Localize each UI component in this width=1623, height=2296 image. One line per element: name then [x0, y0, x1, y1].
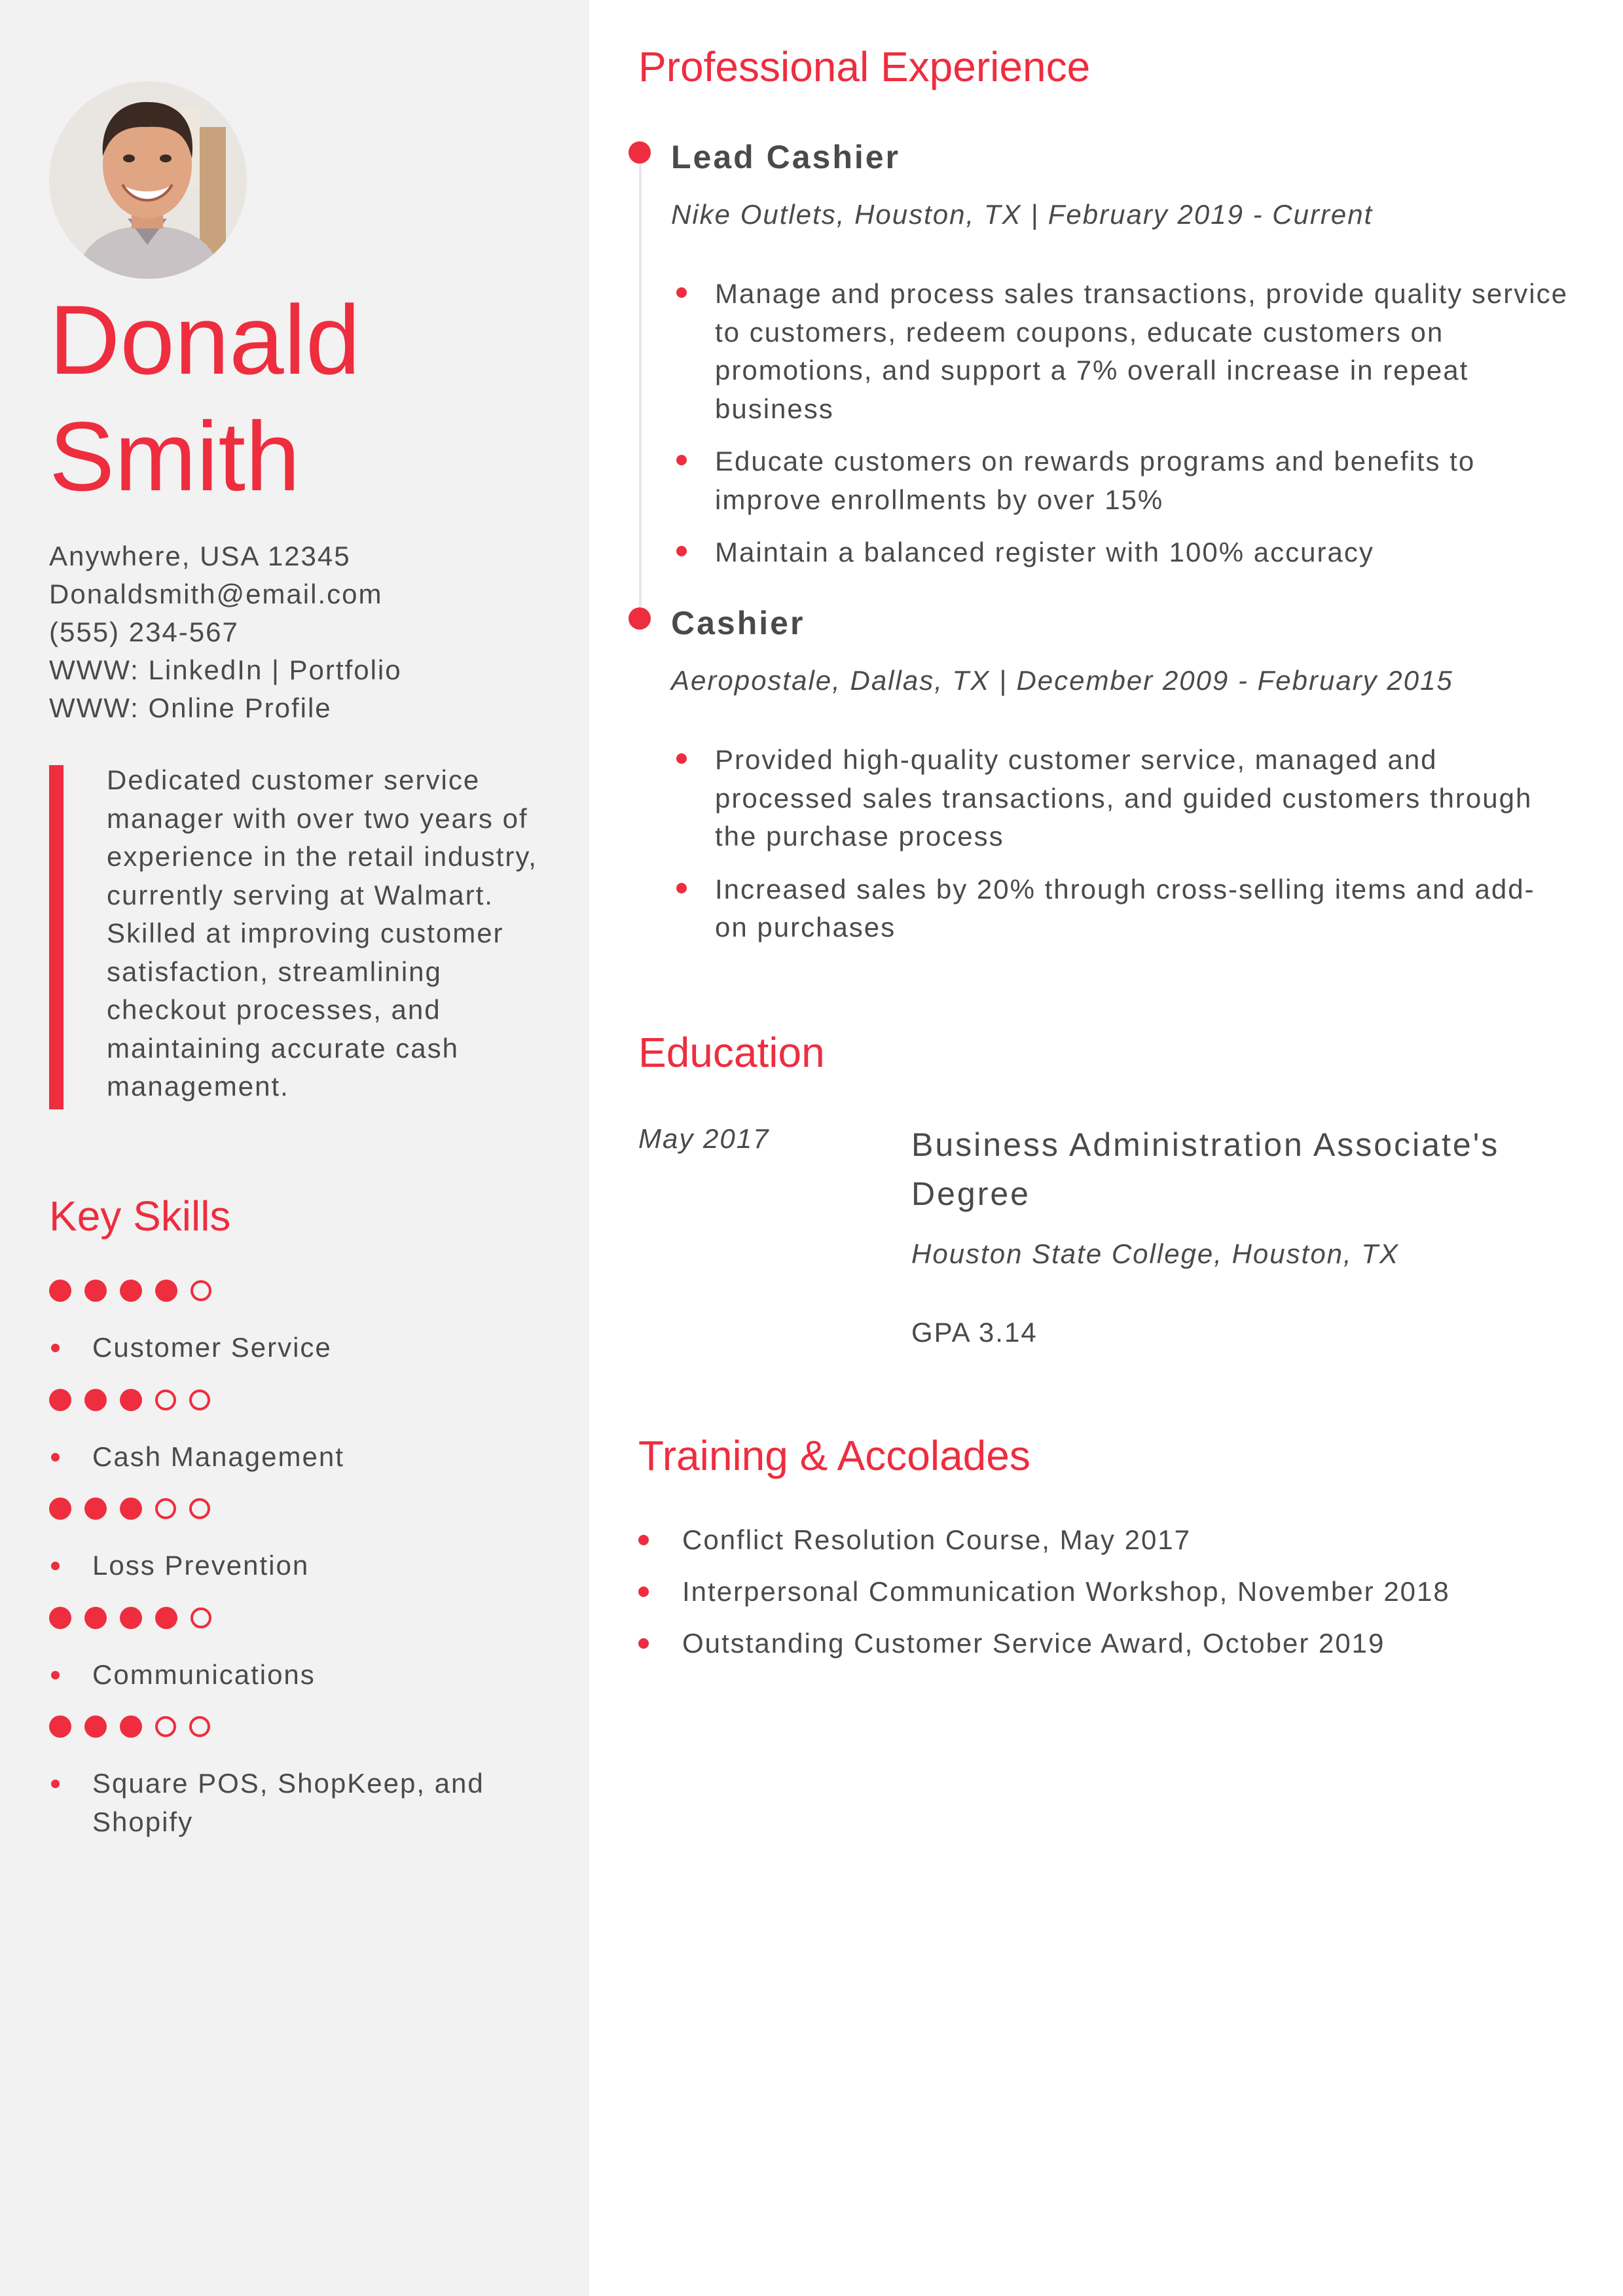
- training-item: Interpersonal Communication Workshop, November 2018: [638, 1575, 1588, 1609]
- contact-phone: (555) 234-567: [49, 617, 239, 647]
- last-name: Smith: [49, 401, 301, 511]
- rating-dot-filled: [84, 1715, 107, 1738]
- education-degree: Business Administration Associate's Degree: [911, 1126, 1500, 1212]
- rating-dot-filled: [120, 1280, 142, 1302]
- job-meta: Nike Outlets, Houston, TX | February 2019 - Current: [671, 199, 1374, 230]
- education-gpa: GPA 3.14: [911, 1317, 1038, 1348]
- skill-rating: [49, 1387, 566, 1413]
- timeline-dot: [629, 141, 651, 164]
- rating-dot-filled: [120, 1715, 142, 1738]
- skill-label: Loss Prevention: [49, 1547, 566, 1585]
- sidebar: [0, 0, 589, 2296]
- rating-dot-empty: [155, 1390, 176, 1410]
- skill-label: Square POS, ShopKeep, and Shopify: [49, 1765, 520, 1841]
- timeline-dot: [629, 607, 651, 630]
- job-title: Lead Cashier: [671, 139, 901, 175]
- rating-dot-filled: [155, 1280, 177, 1302]
- training-list: [638, 1523, 1588, 1678]
- rating-dot-empty: [191, 1280, 211, 1301]
- education-heading: Education: [638, 1029, 825, 1076]
- skill-entry: [49, 1496, 566, 1585]
- first-name: Donald: [49, 285, 361, 395]
- rating-dot-filled: [84, 1280, 107, 1302]
- job-bullets: [671, 275, 1568, 586]
- rating-dot-empty: [191, 1607, 211, 1628]
- contact-address: Anywhere, USA 12345: [49, 541, 351, 571]
- contact-info: [49, 537, 566, 727]
- job-bullet: Educate customers on rewards programs and benefits to improve enrollments by over 15%: [671, 442, 1568, 519]
- job-bullet: Maintain a balanced register with 100% accuracy: [671, 533, 1568, 572]
- rating-dot-filled: [155, 1607, 177, 1629]
- rating-dot-empty: [155, 1716, 176, 1737]
- rating-dot-filled: [49, 1607, 71, 1629]
- job-title: Cashier: [671, 605, 805, 641]
- rating-dot-filled: [84, 1607, 107, 1629]
- summary-text: Dedicated customer service manager with over two years of experience in the retail industry, currently serving at Walmart. Skilled at improving customer satisfaction, streamlining checkout processes, and maintaining accurate cash management.: [107, 764, 538, 1102]
- rating-dot-filled: [120, 1389, 142, 1411]
- rating-dot-filled: [84, 1389, 107, 1411]
- profile-photo: [49, 81, 247, 279]
- rating-dot-empty: [155, 1498, 176, 1519]
- job-bullet: Provided high-quality customer service, managed and processed sales transactions, and guided customers through the purchase process: [671, 741, 1568, 856]
- skill-rating: [49, 1713, 566, 1740]
- job-meta: Aeropostale, Dallas, TX | December 2009 - February 2015: [671, 665, 1453, 696]
- education-date: May 2017: [638, 1123, 770, 1154]
- rating-dot-filled: [120, 1498, 142, 1520]
- training-item: Conflict Resolution Course, May 2017: [638, 1523, 1588, 1557]
- experience-heading: Professional Experience: [638, 43, 1091, 90]
- training-item: Outstanding Customer Service Award, October 2019: [638, 1626, 1588, 1660]
- rating-dot-filled: [49, 1280, 71, 1302]
- skill-entry: [49, 1387, 566, 1477]
- job-bullet: Increased sales by 20% through cross-selling items and add-on purchases: [671, 870, 1568, 947]
- skill-entry: [49, 1713, 566, 1841]
- rating-dot-empty: [189, 1498, 210, 1519]
- rating-dot-empty: [189, 1716, 210, 1737]
- skills-heading: Key Skills: [49, 1193, 231, 1240]
- skill-rating: [49, 1278, 566, 1304]
- skill-label: Cash Management: [49, 1438, 566, 1477]
- timeline-line: [639, 156, 642, 607]
- contact-profile[interactable]: WWW: Online Profile: [49, 692, 332, 723]
- job-bullets: [671, 741, 1568, 961]
- candidate-name: [49, 281, 573, 514]
- rating-dot-filled: [49, 1498, 71, 1520]
- contact-links[interactable]: WWW: LinkedIn | Portfolio: [49, 655, 402, 685]
- skill-rating: [49, 1605, 566, 1631]
- skill-rating: [49, 1496, 566, 1522]
- skill-label: Communications: [49, 1656, 566, 1695]
- rating-dot-filled: [49, 1715, 71, 1738]
- summary-block: [49, 765, 566, 1109]
- rating-dot-empty: [189, 1390, 210, 1410]
- skill-label: Customer Service: [49, 1329, 566, 1367]
- education-school: Houston State College, Houston, TX: [911, 1238, 1400, 1269]
- rating-dot-filled: [120, 1607, 142, 1629]
- contact-email[interactable]: Donaldsmith@email.com: [49, 579, 383, 609]
- skill-entry: [49, 1605, 566, 1695]
- rating-dot-filled: [84, 1498, 107, 1520]
- avatar: [49, 81, 247, 279]
- training-heading: Training & Accolades: [638, 1432, 1030, 1479]
- job-bullet: Manage and process sales transactions, provide quality service to customers, redeem coupons, educate customers on promotions, and support a 7% overall increase in repeat business: [671, 275, 1568, 428]
- rating-dot-filled: [49, 1389, 71, 1411]
- skill-entry: [49, 1278, 566, 1367]
